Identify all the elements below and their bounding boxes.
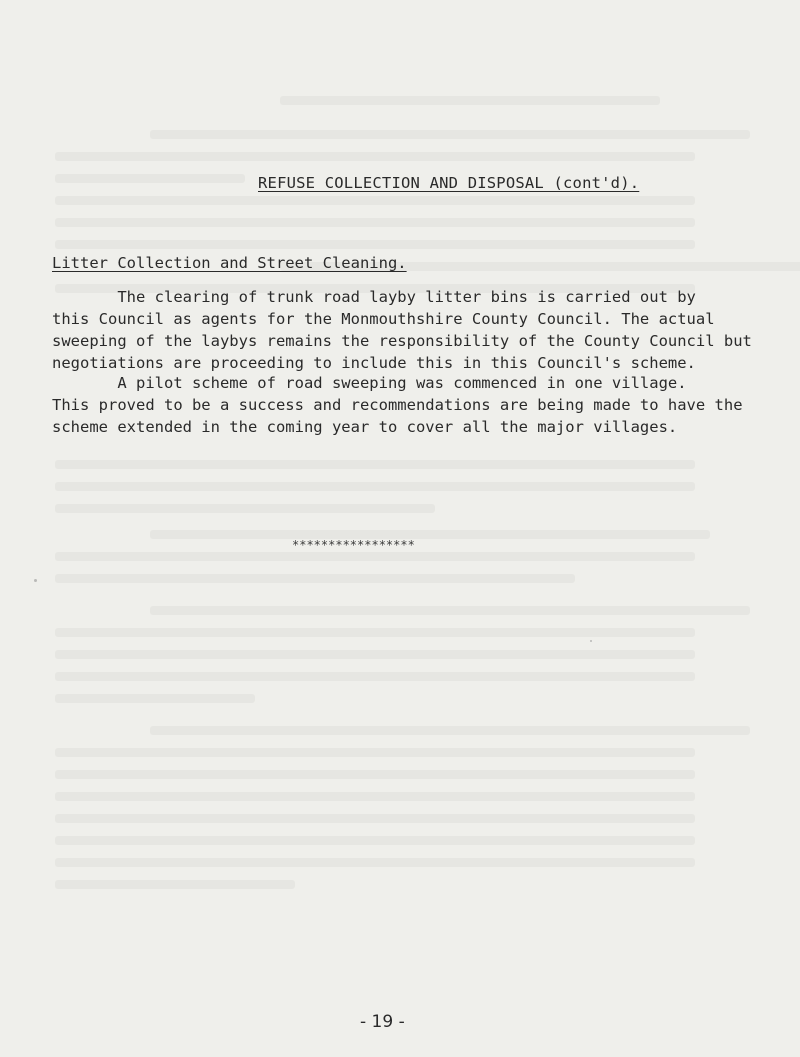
paragraph-line: sweeping of the laybys remains the responsibility of the County Council but [52,332,752,350]
paragraph-road-sweeping [52,372,772,438]
page-title: REFUSE COLLECTION AND DISPOSAL (cont'd). [258,174,640,192]
paragraph-line: A pilot scheme of road sweeping was commenced in one village. [52,374,687,392]
page-number: - 19 - [360,1012,405,1032]
asterisk-divider: ***************** [292,538,415,552]
section-heading: Litter Collection and Street Cleaning. [52,254,407,272]
scan-speck [34,579,37,582]
paragraph-line: this Council as agents for the Monmouthshire County Council. The actual [52,310,715,328]
paragraph-line: This proved to be a success and recommendations are being made to have the [52,396,743,414]
paragraph-line: scheme extended in the coming year to cover all the major villages. [52,418,678,436]
paragraph-line: negotiations are proceeding to include this in this Council's scheme. [52,354,696,372]
paragraph-litter-bins [52,286,772,374]
paragraph-line: The clearing of trunk road layby litter bins is carried out by [52,288,696,306]
scan-speck [590,640,592,642]
